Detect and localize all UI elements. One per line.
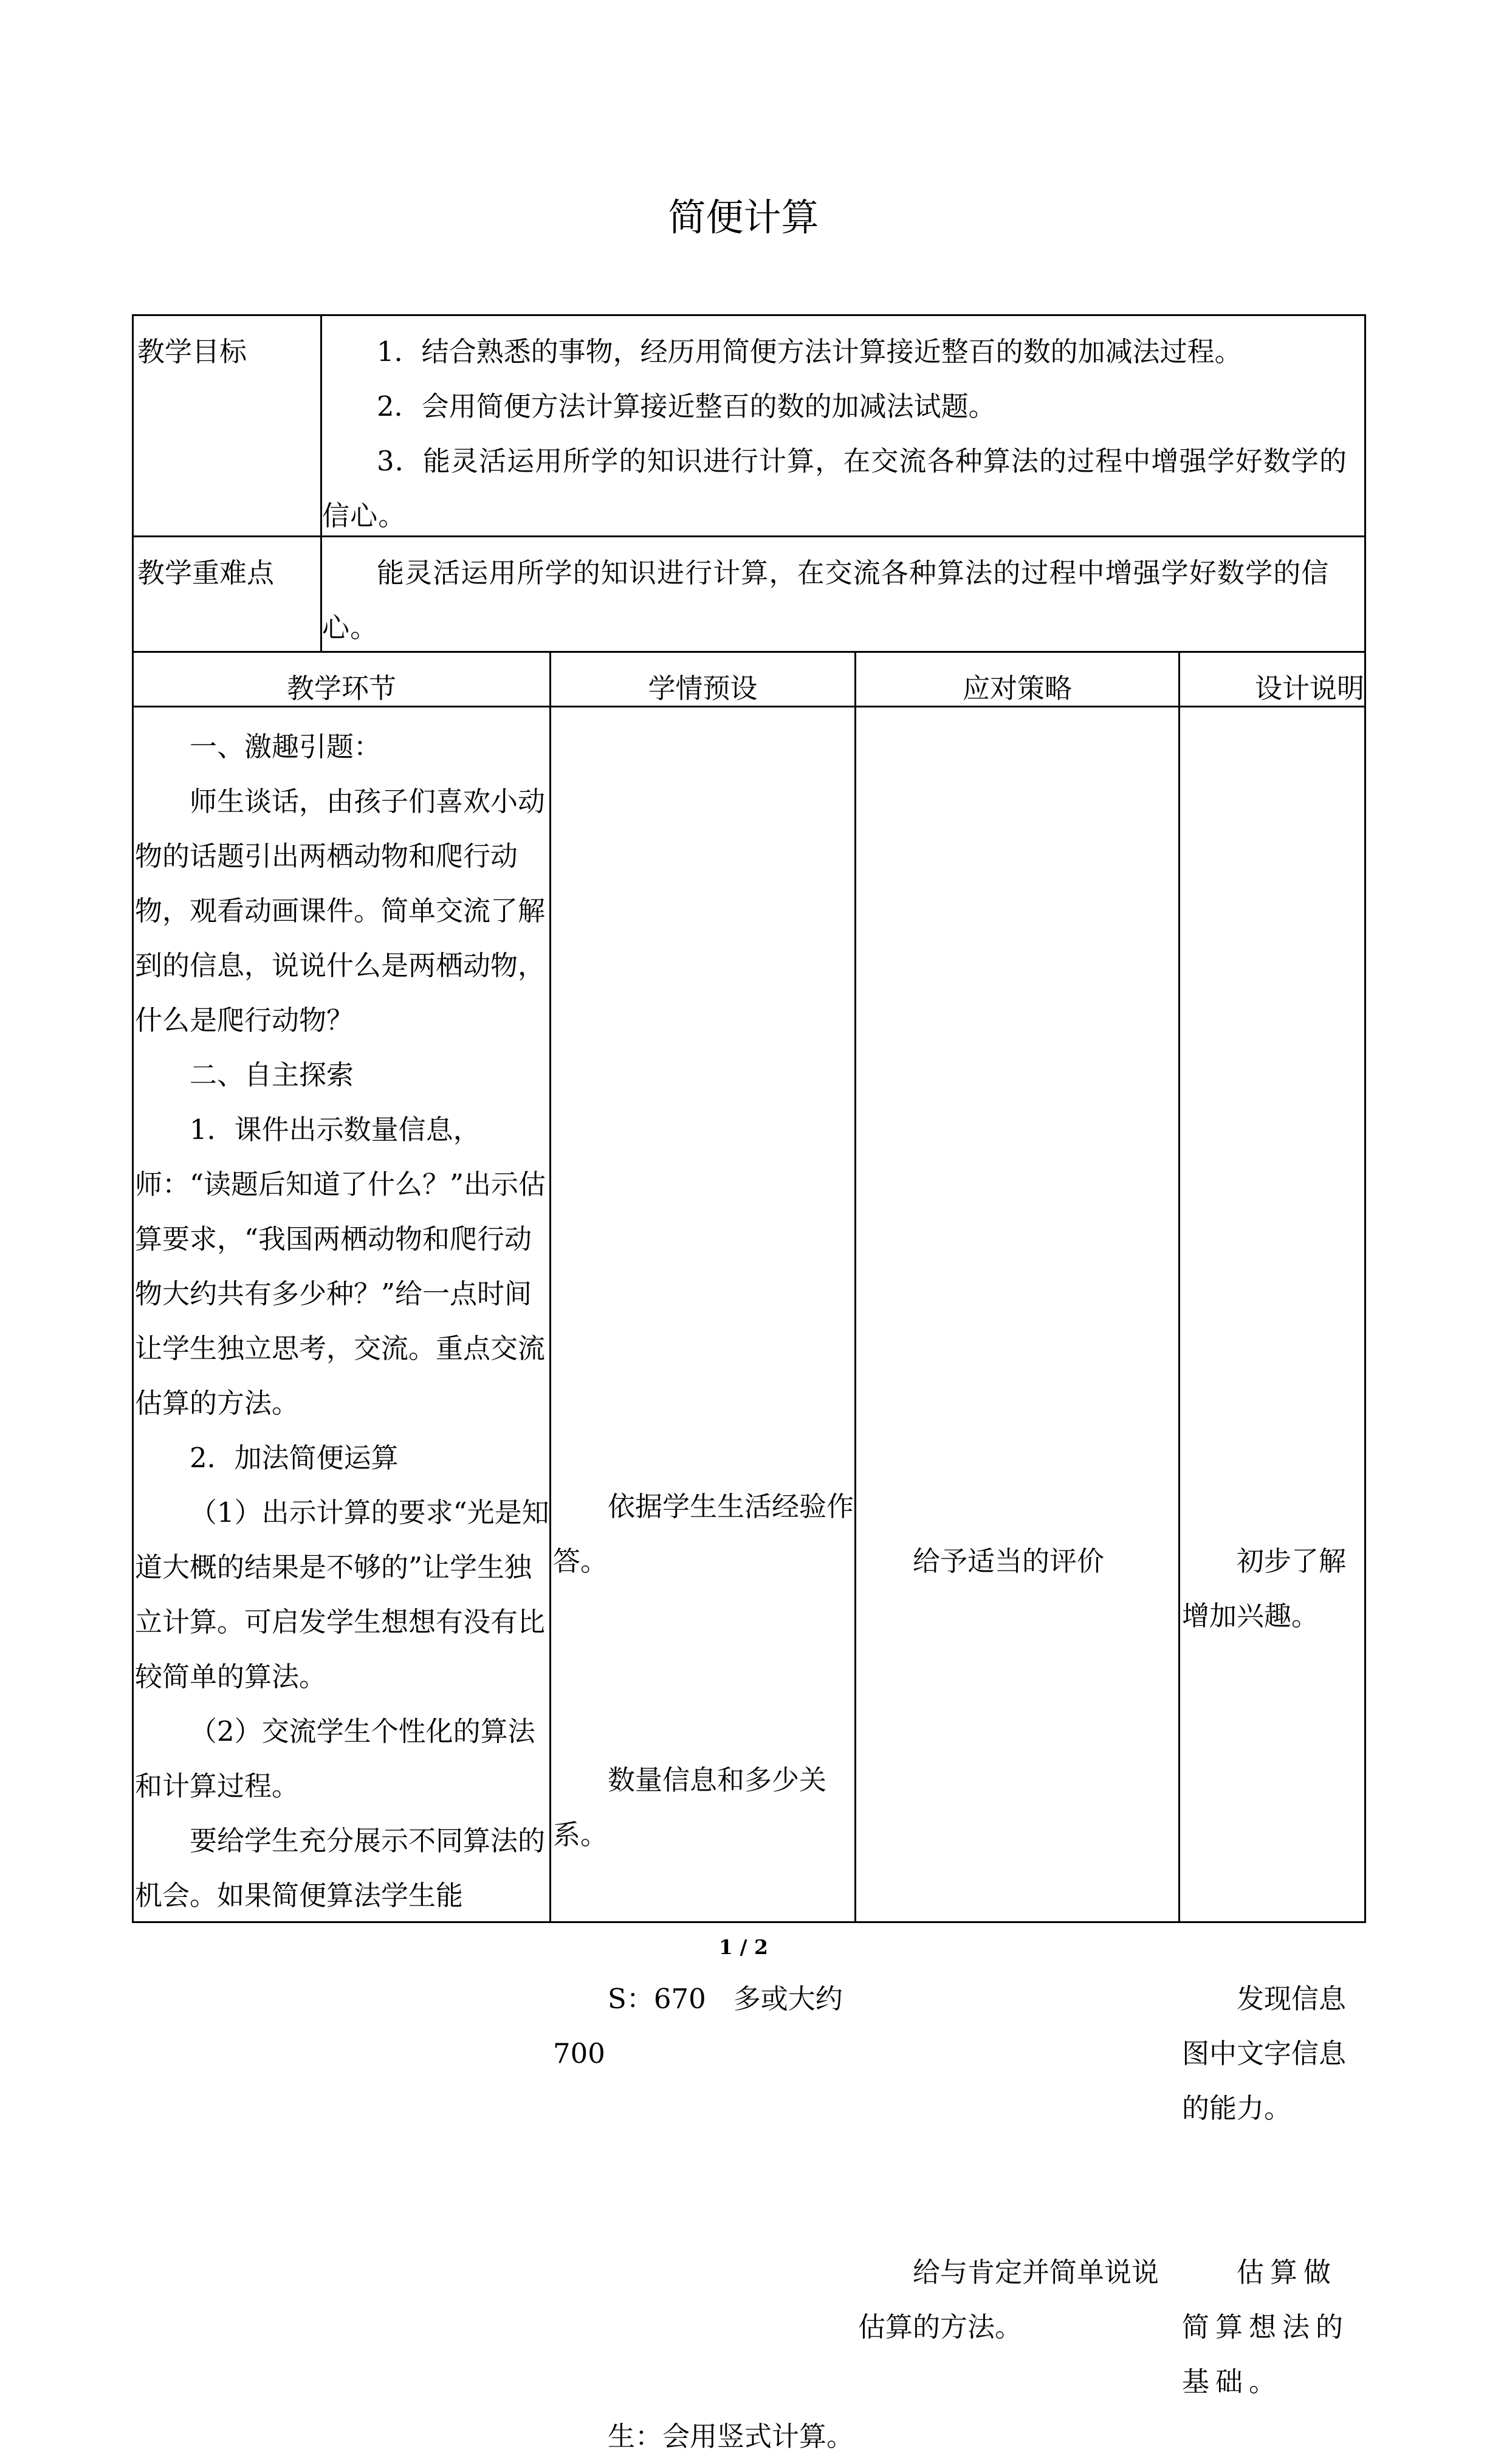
objectives-label: 教学目标 [137,336,247,368]
process-paragraph: （2）交流学生个性化的算法和计算过程。 [135,1715,535,1802]
student-note: 依据学生生活经验作答。 [553,1490,854,1577]
design-note: 初步了解增加兴趣。 [1182,1545,1347,1632]
header-student-label: 学情预设 [648,672,758,704]
objectives-content-cell [322,314,1366,537]
design-note: 估算做简算想法的基础。 [1182,2256,1350,2398]
student-note: 数量信息和多少关系。 [553,1764,827,1851]
keypoints-content-cell [322,537,1366,653]
keypoints-label: 教学重难点 [137,557,275,589]
header-process-label: 教学环节 [286,672,396,704]
strategy-cell [856,707,1180,2343]
header-student [551,653,856,707]
process-paragraph: 师生谈话，由孩子们喜欢小动物的话题引出两栖动物和爬行动物，观看动画课件。简单交流了解到的信息，说说什么是两栖动物，什么是爬行动物？ [135,785,546,1036]
header-strategy-label: 应对策略 [962,672,1072,704]
strategy-note: 给与肯定并简单说说估算的方法。 [858,2256,1159,2343]
page-number: 1 / 2 [719,1935,768,1959]
keypoints-text: 能灵活运用所学的知识进行计算，在交流各种算法的过程中增强学好数学的信心。 [322,557,1330,644]
keypoints-label-cell [132,537,322,653]
process-paragraph: （1）出示计算的要求“光是知道大概的结果是不够的”让学生独立计算。可启发学生想想有没有比较简单的算法。 [135,1496,549,1693]
objective-item: 3．能灵活运用所学的知识进行计算，在交流各种算法的过程中增强学好数学的信心。 [322,445,1348,532]
process-paragraph: 1．课件出示数量信息，师：“读题后知道了什么？”出示估算要求，“我国两栖动物和爬行动物大约共有多少种？”给一点时间让学生独立思考，交流。重点交流估算的方法。 [135,1113,546,1419]
design-note: 发现信息图中文字信息的能力。 [1182,1983,1347,2124]
process-paragraph: 二、自主探索 [190,1059,354,1091]
objectives-label-cell [132,314,322,537]
process-paragraph: 2．加法简便运算 [190,1442,399,1474]
header-design-label: 设计说明 [1254,672,1364,704]
student-note: S：670 多或大约700 [553,1983,843,2070]
student-note: 生：会用竖式计算。 [608,2420,854,2452]
process-cell [132,707,551,1923]
strategy-note: 给予适当的评价 [913,1545,1105,1577]
design-cell [1180,707,1366,2398]
process-paragraph: 要给学生充分展示不同算法的机会。如果简便算法学生能 [135,1825,546,1912]
header-strategy [856,653,1180,707]
process-paragraph: 一、激趣引题： [190,731,382,763]
page-title: 简便计算 [668,195,819,239]
header-design [1180,653,1366,707]
objective-item: 1．结合熟悉的事物，经历用简便方法计算接近整百的数的加减法过程。 [377,336,1242,368]
objective-item: 2．会用简便方法计算接近整百的数的加减法试题。 [377,390,996,422]
header-process [132,653,551,707]
